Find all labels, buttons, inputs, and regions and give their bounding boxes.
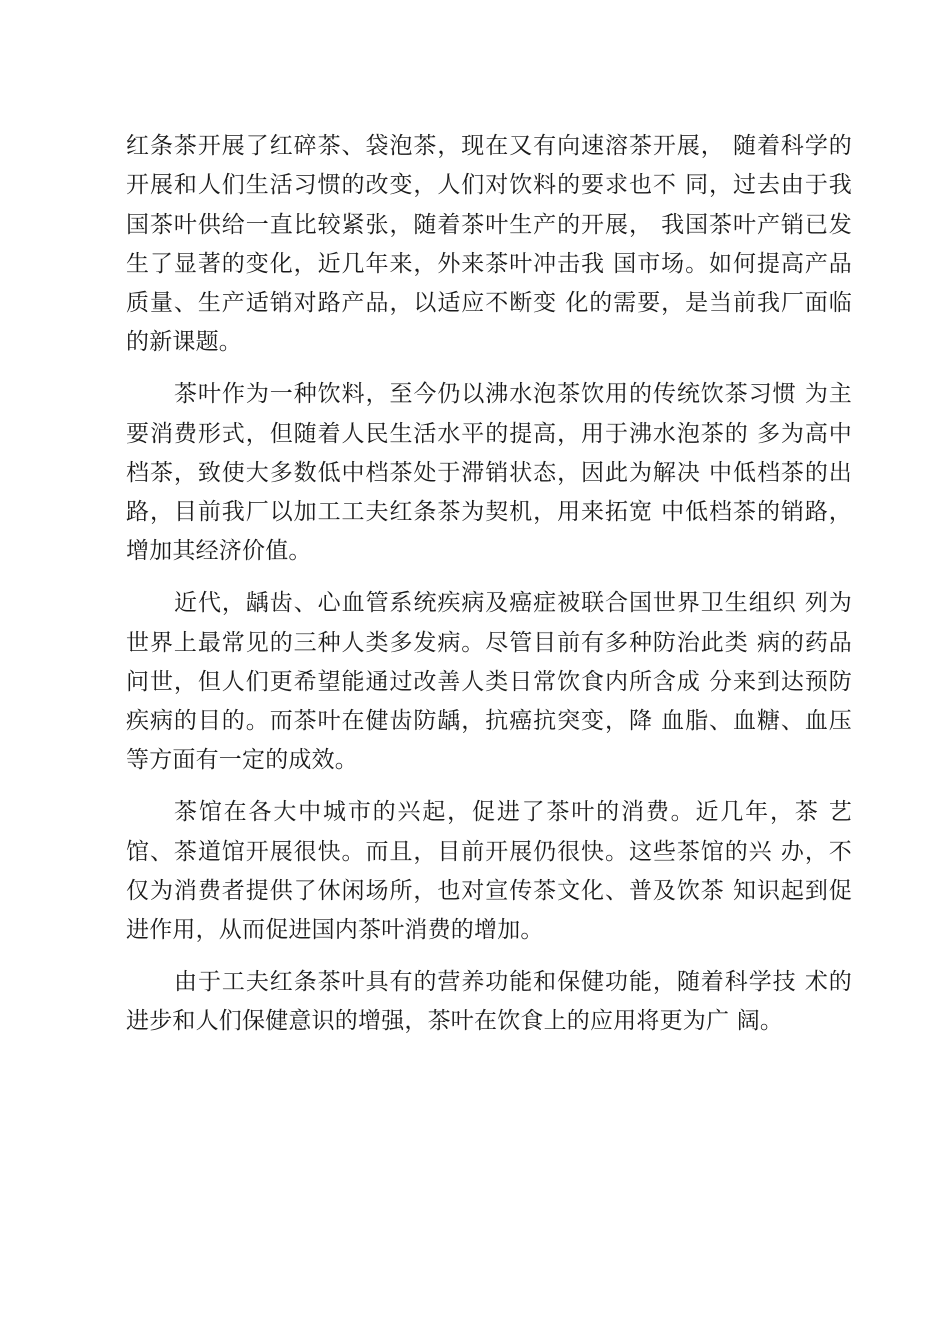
paragraph-3: 近代，龋齿、心血管系统疾病及癌症被联合国世界卫生组织 列为世界上最常见的三种人类多发病。尽管目前有多种防治此类 病的药品问世，但人们更希望能通过改善人类日常饮食内所含成 分来到达预防疾病的目的。而茶叶在健齿防龋，抗癌抗突变，降 血脂、血糖、血压等方面有一定的成效。 (126, 590, 852, 774)
paragraph-5: 由于工夫红条茶叶具有的营养功能和保健功能，随着科学技 术的进步和人们保健意识的增强，茶叶在饮食上的应用将更为广 阔。 (126, 968, 852, 1035)
paragraph-1: 红条茶开展了红碎茶、袋泡茶，现在又有向速溶茶开展， 随着科学的开展和人们生活习惯的改变，人们对饮料的要求也不 同，过去由于我国茶叶供给一直比较紧张，随着茶叶生产的开展， 我国茶叶产销已发生了显著的变化，近几年来，外来茶叶冲击我 国市场。如何提高产品质量、生产适销对路产品，以适应不断变 化的需要，是当前我厂面临的新课题。 (126, 133, 852, 356)
paragraph-4: 茶馆在各大中城市的兴起，促进了茶叶的消费。近几年，茶 艺馆、茶道馆开展很快。而且，目前开展仍很快。这些茶馆的兴 办，不仅为消费者提供了休闲场所，也对宣传茶文化、普及饮茶 知识起到促进作用，从而促进国内茶叶消费的增加。 (126, 799, 852, 944)
paragraph-2: 茶叶作为一种饮料，至今仍以沸水泡茶饮用的传统饮茶习惯 为主要消费形式，但随着人民生活水平的提高，用于沸水泡茶的 多为高中档茶，致使大多数低中档茶处于滞销状态，因此为解决 中低档茶的出路，目前我厂以加工工夫红条茶为契机，用来拓宽 中低档茶的销路，增加其经济价值。 (126, 381, 852, 565)
document-page (126, 127, 852, 1054)
